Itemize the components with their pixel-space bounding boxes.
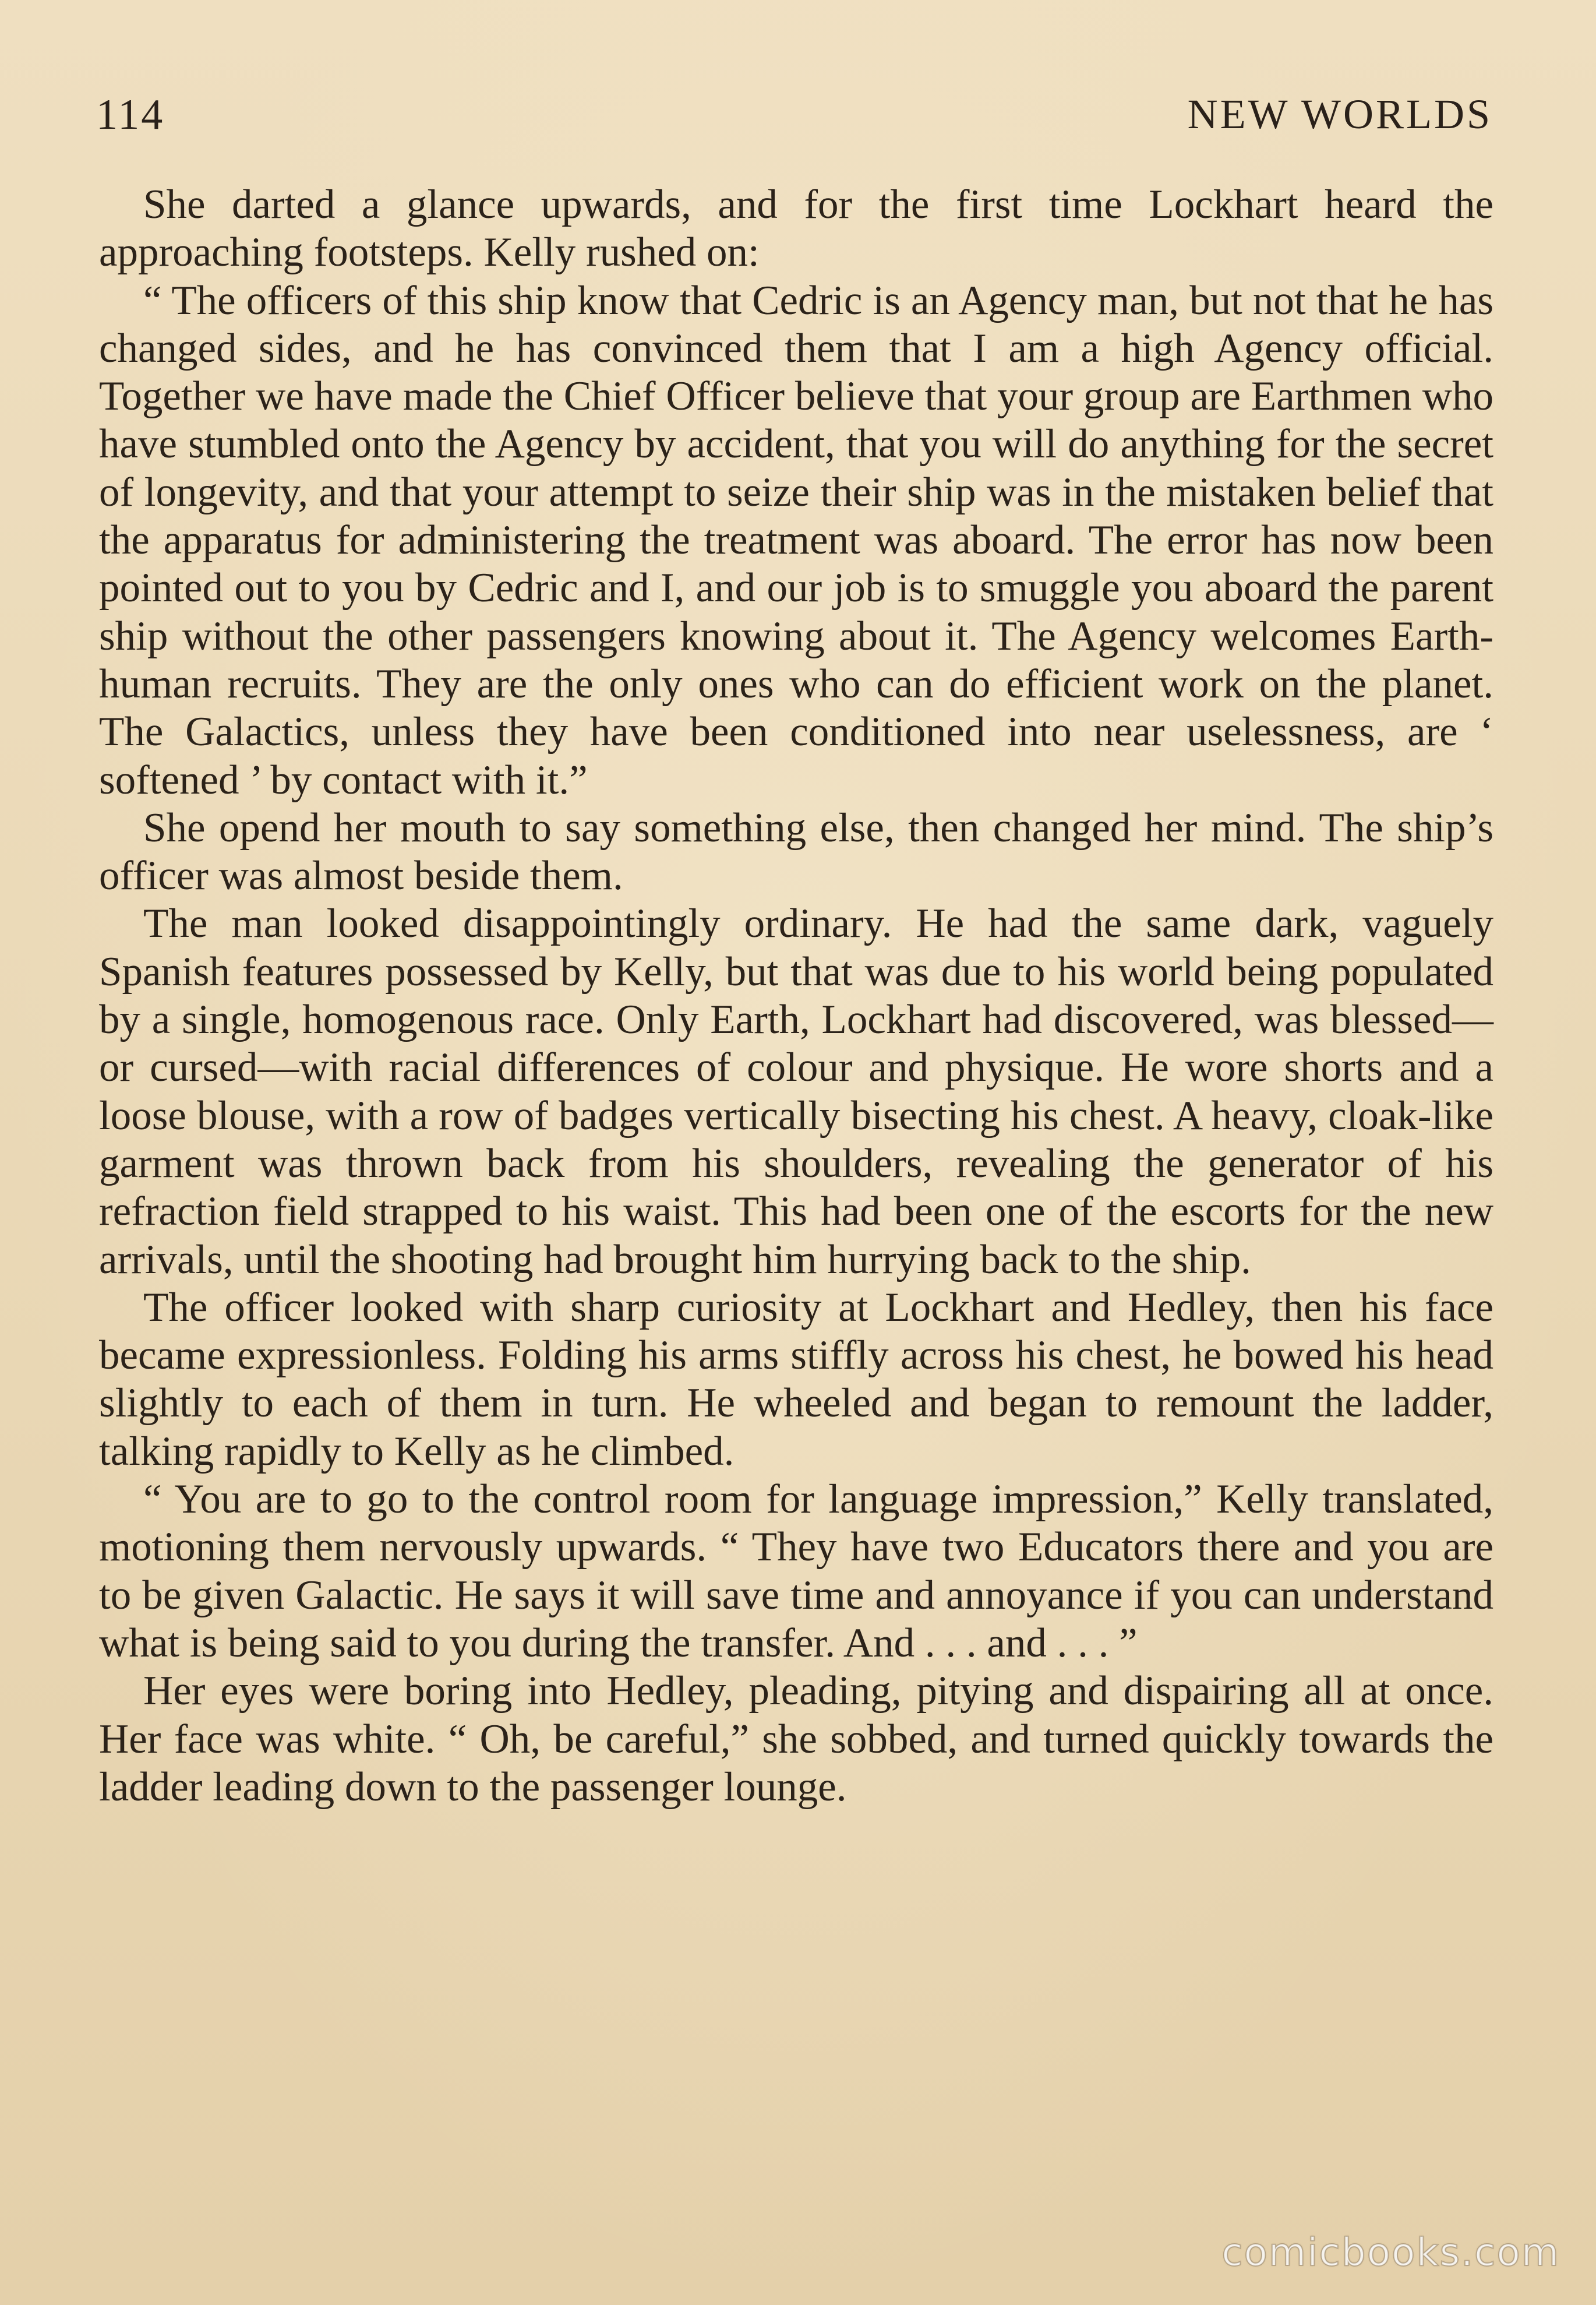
body-text [99,181,1493,1811]
paragraph-6: “ You are to go to the control room for language impression,” Kelly translated, motioning them nervously upwards. “ They have two Educators there and you are to be given Galactic. He says it will save time and annoyance if you can understand what is being said to you during the transfer. And . . . and . . . ” [99,1476,1493,1666]
paragraph-1: She darted a glance upwards, and for the first time Lockhart heard the approaching footsteps. Kelly rushed on: [99,182,1493,276]
watermark: comicbooks.com [1221,2230,1560,2275]
paragraph-2: “ The officers of this ship know that Cedric is an Agency man, but not that he has changed sides, and he has convinced them that I am a high Agency official. Together we have made the Chief Officer believe that your group are Earthmen who have stumbled onto the Agency by accident, that you will do anything for the secret of longevity, and that your attempt to seize their ship was in the mistaken belief that the apparatus for administering the treatment was aboard. The error has now been pointed out to you by Cedric and I, and our job is to smuggle you aboard the parent ship without the other passengers knowing about it. The Agency welcomes Earth-human recruits. They are the only ones who can do efficient work on the planet. The Galactics, unless they have been conditioned into near uselessness, are ‘ softened ’ by contact with it.” [99,277,1493,803]
paragraph-7: Her eyes were boring into Hedley, pleading, pitying and dispairing all at once. Her face was white. “ Oh, be careful,” she sobbed, and turned quickly towards the ladder leading down to the passenger lounge. [99,1668,1493,1810]
paragraph-3: She opend her mouth to say something else, then changed her mind. The ship’s officer was almost beside them. [99,805,1493,899]
paragraph-4: The man looked disappointingly ordinary. He had the same dark, vaguely Spanish features possessed by Kelly, but that was due to his world being populated by a single, homogenous race. Only Earth, Lockhart had discovered, was blessed—or cursed—with racial differences of colour and physique. He wore shorts and a loose blouse, with a row of badges vertically bisecting his chest. A heavy, cloak-like garment was thrown back from his shoulders, revealing the generator of his refraction field strapped to his waist. This had been one of the escorts for the new arrivals, until the shooting had brought him hurrying back to the ship. [99,901,1493,1282]
paragraph-5: The officer looked with sharp curiosity at Lockhart and Hedley, then his face became expressionless. Folding his arms stiffly across his chest, he bowed his head slightly to each of them in turn. He wheeled and began to remount the ladder, talking rapidly to Kelly as he climbed. [99,1284,1493,1474]
running-head: NEW WORLDS [1187,91,1492,138]
page-number: 114 [96,91,165,139]
page-header [96,90,1492,154]
